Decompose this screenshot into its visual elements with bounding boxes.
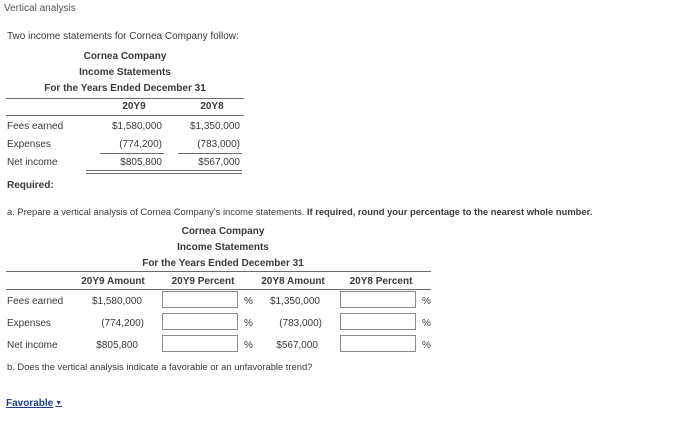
analysis-subheader-rule <box>6 289 431 290</box>
statement-period: For the Years Ended December 31 <box>44 83 206 94</box>
percent-sign: % <box>422 296 431 307</box>
part-a-prefix: a. Prepare a vertical analysis of Cornea Company's income statements. <box>7 206 305 217</box>
percent-sign: % <box>422 340 431 351</box>
analysis-label-net-income: Net income <box>7 340 58 351</box>
col-header-2018: 20Y8 <box>200 101 224 112</box>
analysis-name: Income Statements <box>177 242 269 253</box>
percent-input-fees-2019[interactable] <box>162 291 238 308</box>
row-label-fees: Fees earned <box>7 121 64 132</box>
analysis-amount-net-2019: $805,800 <box>96 340 138 351</box>
analysis-amount-net-2018: $567,000 <box>276 340 318 351</box>
part-b-question: b. Does the vertical analysis indicate a favorable or an unfavorable trend? <box>7 361 313 372</box>
total-rule-2019 <box>100 153 164 154</box>
analysis-header-rule <box>6 271 431 272</box>
statement-name: Income Statements <box>79 67 171 78</box>
header-amount-2018: 20Y8 Amount <box>261 276 325 287</box>
analysis-amount-expenses-2019: (774,200) <box>101 318 144 329</box>
part-a-rounding-note: If required, round your percentage to the nearest whole number. <box>306 206 593 217</box>
percent-sign: % <box>422 318 431 329</box>
percent-input-net-2019[interactable] <box>162 335 238 352</box>
analysis-label-expenses: Expenses <box>7 318 51 329</box>
trend-select-value: Favorable <box>6 397 54 409</box>
analysis-amount-fees-2019: $1,580,000 <box>91 296 142 307</box>
analysis-label-fees: Fees earned <box>7 296 64 307</box>
percent-sign: % <box>244 318 253 329</box>
statement-company: Cornea Company <box>83 51 167 62</box>
col-header-2019: 20Y9 <box>122 101 146 112</box>
subheader-rule <box>6 115 244 116</box>
analysis-amount-fees-2018: $1,350,000 <box>269 296 320 307</box>
double-rule <box>86 170 242 174</box>
analysis-company: Cornea Company <box>181 226 265 237</box>
value-fees-2019: $1,580,000 <box>111 121 162 132</box>
required-label: Required: <box>7 180 54 191</box>
trend-select[interactable] <box>6 396 72 410</box>
page-title: Vertical analysis <box>4 3 76 14</box>
chevron-down-icon: ▼ <box>55 399 63 407</box>
value-expenses-2018: (783,000) <box>197 139 240 150</box>
percent-sign: % <box>244 340 253 351</box>
part-a-instruction <box>7 206 592 217</box>
percent-input-net-2018[interactable] <box>340 335 416 352</box>
value-expenses-2019: (774,200) <box>119 139 162 150</box>
analysis-amount-expenses-2018: (783,000) <box>279 318 322 329</box>
percent-sign: % <box>244 296 253 307</box>
total-rule-2018 <box>178 153 242 154</box>
header-percent-2018: 20Y8 Percent <box>349 276 413 287</box>
value-net-2019: $805,800 <box>120 157 162 168</box>
row-label-net-income: Net income <box>7 157 58 168</box>
header-amount-2019: 20Y9 Amount <box>81 276 145 287</box>
intro-text: Two income statements for Cornea Company follow: <box>7 31 239 42</box>
percent-input-expenses-2019[interactable] <box>162 313 238 330</box>
percent-input-expenses-2018[interactable] <box>340 313 416 330</box>
value-net-2018: $567,000 <box>198 157 240 168</box>
analysis-period: For the Years Ended December 31 <box>142 258 304 269</box>
value-fees-2018: $1,350,000 <box>189 121 240 132</box>
row-label-expenses: Expenses <box>7 139 51 150</box>
header-rule <box>6 98 244 99</box>
percent-input-fees-2018[interactable] <box>340 291 416 308</box>
header-percent-2019: 20Y9 Percent <box>171 276 235 287</box>
